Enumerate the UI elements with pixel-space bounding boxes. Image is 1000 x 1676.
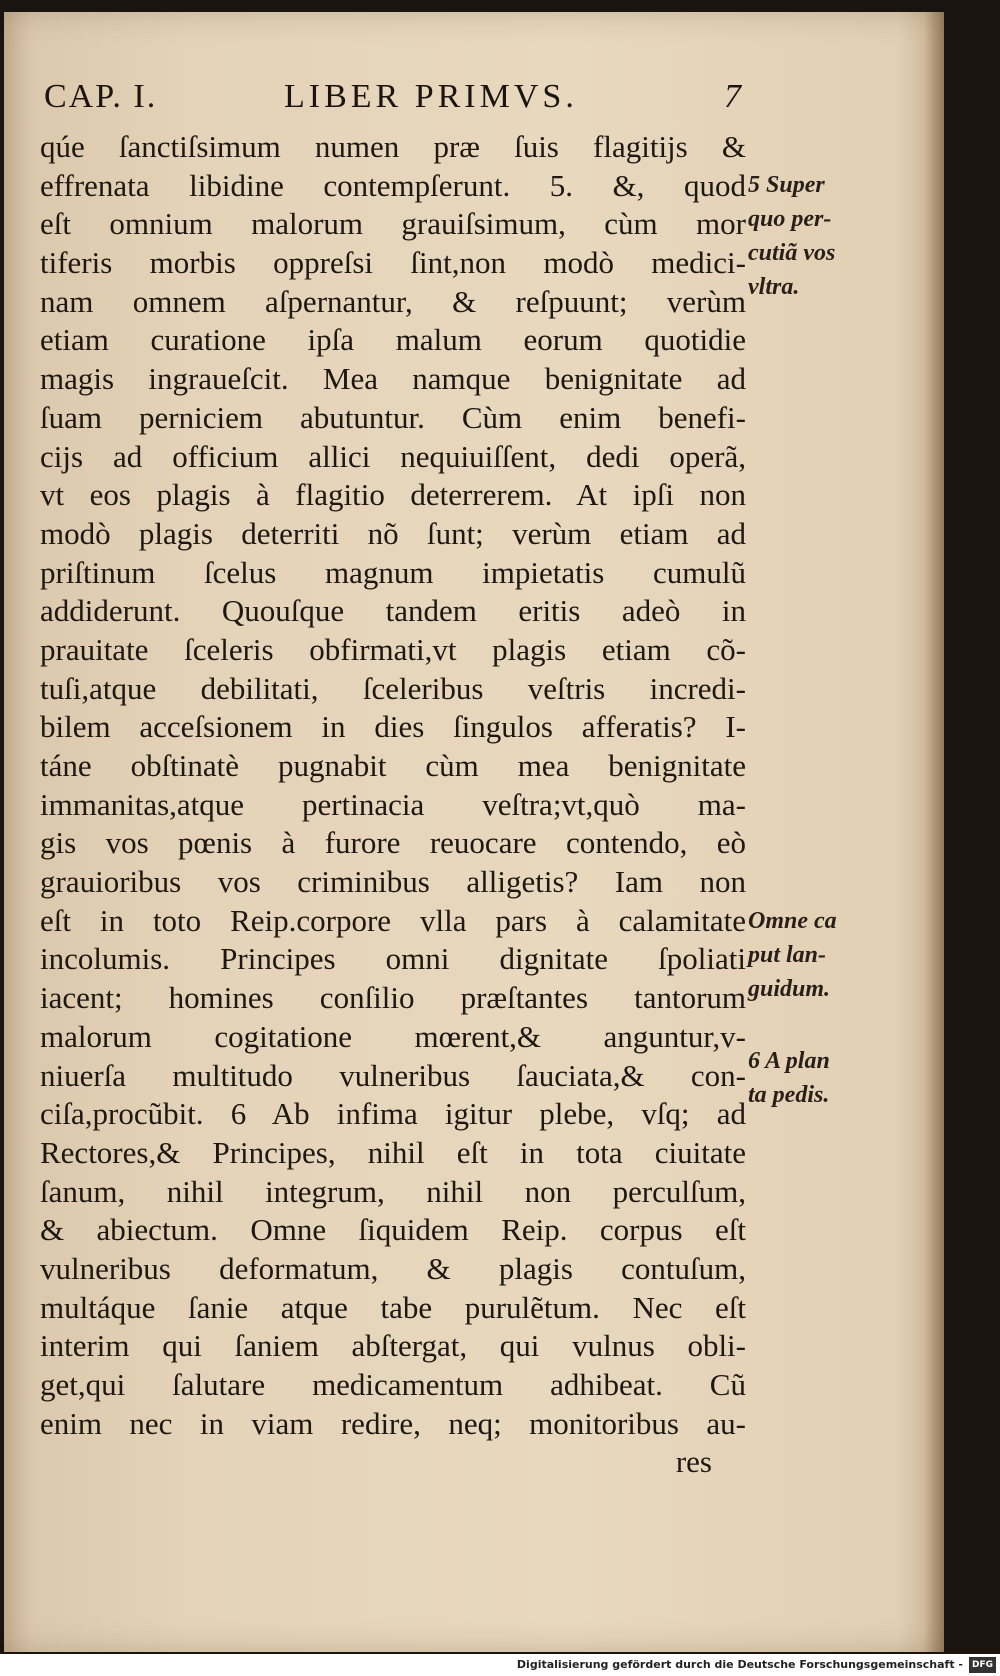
text-line: vulneribus deformatum, & plagis contuſum, [40, 1250, 746, 1286]
text-line: multáque ſanie atque tabe purulẽtum. Nec eſt [40, 1289, 746, 1325]
marginal-note-line: put lan- [748, 942, 827, 968]
marginal-note-line: Omne ca [748, 908, 837, 934]
text-line: iacent; homines conſilio præſtantes tantorum [40, 980, 746, 1016]
catchword: res [675, 1444, 712, 1480]
text-line: priſtinum ſcelus magnum impietatis cumulũ [40, 554, 746, 590]
text-line: cijs ad officium allici nequiuiſſent, dedi operã, [40, 438, 746, 474]
text-line: táne obſtinatè pugnabit cùm mea benignitate [40, 748, 746, 783]
text-line: malorum cogitatione mœrent,& anguntur,v- [40, 1018, 746, 1054]
text-line: ſanum, nihil integrum, nihil non perculſum, [40, 1173, 746, 1209]
text-line: modò plagis deterriti nõ ſunt; verùm etiam ad [40, 515, 746, 551]
text-line: Rectores,& Principes, nihil eſt in tota ciuitate [40, 1134, 746, 1170]
text-line: interim qui ſaniem abſtergat, qui vulnus obli- [40, 1328, 746, 1364]
text-line: eſt in toto Reip.corpore vlla pars à calamitate [40, 902, 746, 938]
text-line: ciſa,procũbit. 6 Ab infima igitur plebe, vſq; ad [40, 1096, 746, 1132]
marginal-note-line: cutiã vos [748, 240, 836, 266]
book-page [4, 12, 944, 1652]
text-line: tuſi,atque debilitati, ſceleribus veſtris incredi- [40, 670, 746, 706]
text-line: effrenata libidine contempſerunt. 5. &, quod [40, 167, 746, 203]
marginal-note-line: guidum. [748, 976, 831, 1002]
folio-number: 7 [724, 78, 743, 115]
body-text [40, 128, 746, 1482]
text-line: magis ingraueſcit. Mea namque benignitate ad [40, 361, 746, 397]
marginal-note-line: 5 Super [748, 172, 825, 198]
text-line: & abiectum. Omne ſiquidem Reip. corpus eſt [40, 1212, 746, 1248]
text-line: eſt omnium malorum grauiſsimum, cùm mor [40, 206, 746, 242]
footer-credit: Digitalisierung gefördert durch die Deutsche Forschungsgemeinschaft - [516, 1658, 963, 1671]
marginal-note-2 [748, 904, 878, 1006]
text-line: niuerſa multitudo vulneribus ſauciata,& con- [40, 1057, 746, 1093]
page-edge-shadow [924, 12, 944, 1652]
marginal-note-line: vltra. [748, 274, 800, 300]
text-line: prauitate ſceleris obfirmati,vt plagis etiam cõ- [40, 631, 746, 667]
marginal-note-line: quo per- [748, 206, 832, 232]
dfg-logo: DFG [969, 1657, 996, 1673]
text-line: tiferis morbis oppreſsi ſint,non modò medici- [40, 245, 746, 281]
text-line: bilem acceſsionem in dies ſingulos afferatis? I- [40, 709, 746, 745]
text-line: vt eos plagis à flagitio deterrerem. At ipſi non [40, 477, 746, 513]
text-line: ſuam perniciem abutuntur. Cùm enim benefi- [40, 399, 746, 435]
running-head [44, 78, 764, 128]
text-line: get,qui ſalutare medicamentum adhibeat. Cũ [40, 1367, 746, 1402]
text-line: grauioribus vos criminibus alligetis? Iam non [40, 864, 746, 900]
marginal-note-3 [748, 1044, 878, 1112]
marginal-note-line: ta pedis. [748, 1082, 830, 1108]
chapter-label: CAP. I. [44, 78, 158, 115]
text-line: incolumis. Principes omni dignitate ſpoliati [40, 941, 746, 977]
text-line: etiam curatione ipſa malum eorum quotidie [40, 322, 746, 358]
text-line: nam omnem aſpernantur, & reſpuunt; verùm [40, 283, 746, 319]
text-line: qúe ſanctiſsimum numen præ ſuis flagitijs & [40, 129, 746, 164]
book-title: LIBER PRIMVS. [284, 78, 578, 115]
text-line: gis vos pœnis à furore reuocare contendo, eò [40, 825, 746, 861]
text-line: immanitas,atque pertinacia veſtra;vt,quò ma- [40, 786, 746, 822]
text-line: addiderunt. Quouſque tandem eritis adeò in [40, 593, 746, 629]
marginal-note-line: 6 A plan [748, 1048, 830, 1074]
text-line: enim nec in viam redire, neq; monitoribus au- [40, 1405, 746, 1441]
marginal-note-1 [748, 168, 878, 304]
digitization-footer [0, 1654, 1000, 1676]
